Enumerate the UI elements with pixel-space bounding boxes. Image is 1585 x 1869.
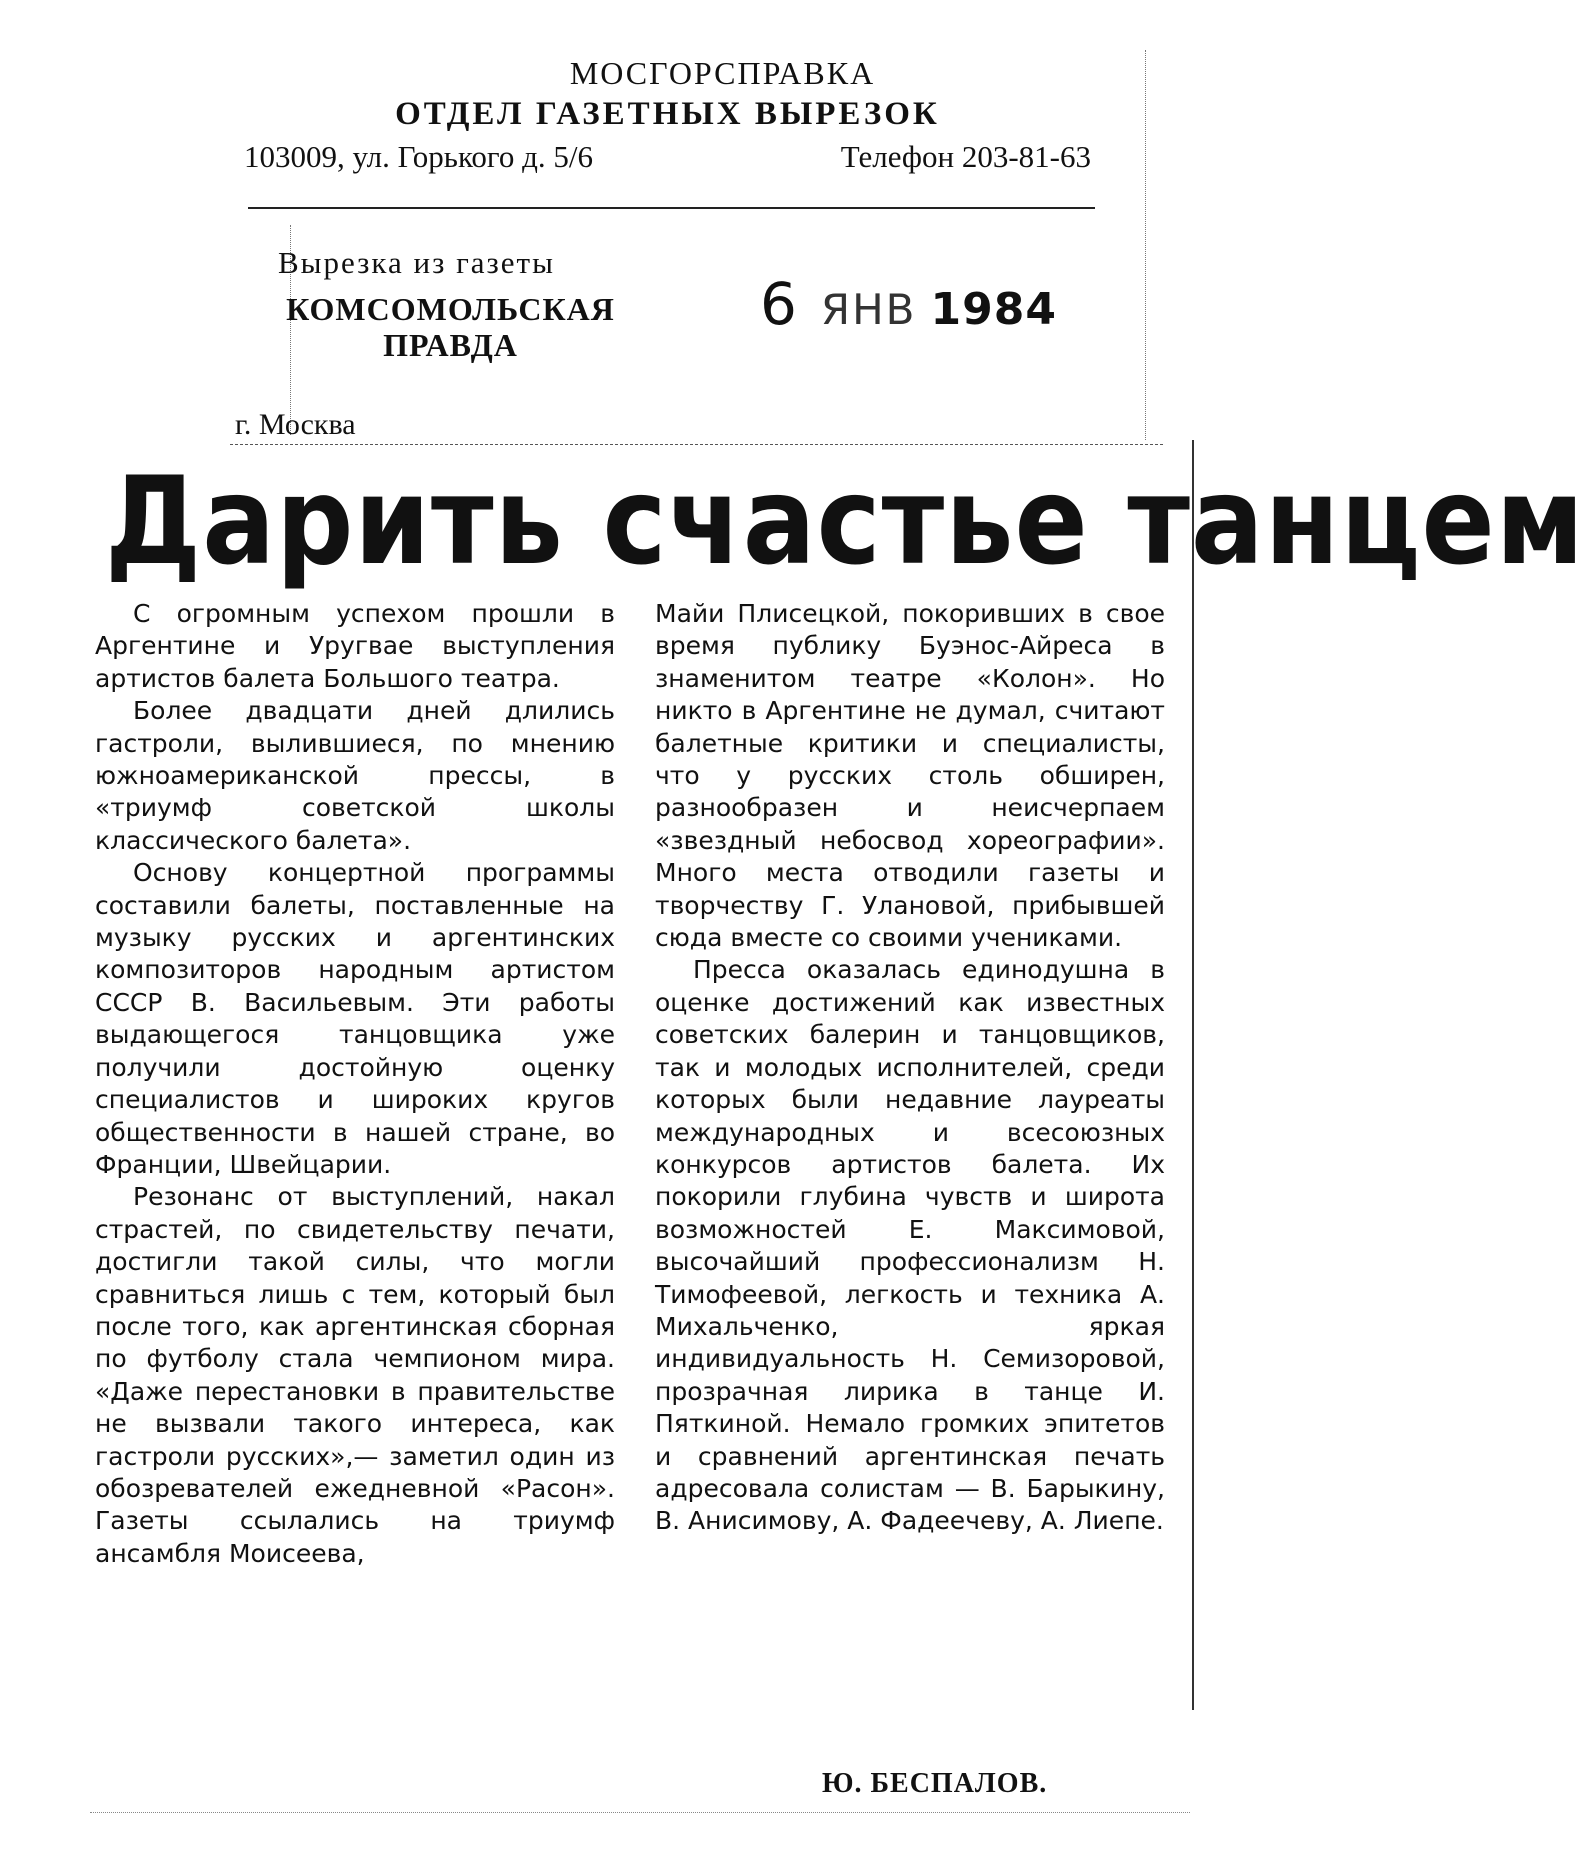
stamp-address: 103009, ул. Горького д. 5/6	[244, 139, 594, 174]
newspaper-name-line1: КОМСОМОЛЬСКАЯ	[286, 291, 615, 327]
frame-border-right-top	[1145, 50, 1146, 440]
article-paragraph-continued: Майи Плисецкой, покоривших в свое время публику Буэнос-Айреса в знаменитом театре «Колон». Но никто в Аргентине не думал, считают балетные критики и специалисты, что у русских столь обширен, разнообразен и неисчерпаем «звездный небосвод хореографии». Много места отводили газеты и творчеству Г. Улановой, прибывшей сюда вместе со своими учениками.	[655, 599, 1165, 953]
article-paragraph: Резонанс от выступлений, накал страстей, по свидетельству печати, достигли такой силы, что могли сравниться лишь с тем, который был после того, как аргентинская сборная по футболу стала чемпионом мира. «Даже перестановки в правительстве не вызвали такого интереса, как гастроли русских»,— заметил один из обозревателей ежедневной «Расон». Газеты ссылались на триумф ансамбля Моисеева,	[95, 1182, 615, 1568]
article-paragraph: Более двадцати дней длились гастроли, вылившиеся, по мнению южноамериканской прессы, в «триумф советской школы классического балета».	[95, 696, 615, 855]
stamp-phone: Телефон 203-81-63	[840, 139, 1091, 174]
article-signature: Ю. БЕСПАЛОВ.	[822, 1768, 1048, 1799]
date-month: ЯНВ	[820, 285, 917, 334]
clipping-service-stamp	[240, 55, 1095, 175]
stamp-divider	[248, 207, 1095, 209]
article-paragraph: Пресса оказалась единодушна в оценке достижений как известных советских балерин и танцовщиков, так и молодых исполнителей, среди которых были недавние лауреаты международных и всесоюзных конкурсов артистов балета. Их покорили глубина чувств и широта возможностей Е. Максимовой, высочайший профессионализм Н. Тимофеевой, легкость и техника А. Михальченко, яркая индивидуальность Н. Семизоровой, прозрачная лирика в танце И. Пяткиной. Немало громких эпитетов и сравнений аргентинская печать адресовала солистам — В. Барыкину, В. Анисимову, А. Фадеечеву, А. Лиепе.	[655, 955, 1165, 1536]
article-column-1	[95, 598, 615, 1570]
stamp-org: МОСГОРСПРАВКА	[569, 55, 876, 91]
date-year: 1984	[930, 284, 1057, 335]
stamp-contacts	[240, 139, 1095, 175]
newspaper-name-line2: ПРАВДА	[383, 327, 518, 363]
frame-border-right	[1192, 440, 1194, 1710]
stamp-department: ОТДЕЛ ГАЗЕТНЫХ ВЫРЕЗОК	[395, 96, 940, 132]
source-city: г. Москва	[235, 408, 356, 441]
source-block	[278, 245, 623, 363]
city-divider	[230, 444, 1163, 445]
source-label: Вырезка из газеты	[278, 245, 555, 280]
newspaper-name	[278, 291, 623, 363]
article-paragraph: С огромным успехом прошли в Аргентине и Уругвае выступления артистов балета Большого театра.	[95, 599, 615, 693]
clipping-bottom-edge	[90, 1812, 1190, 1813]
article-headline: Дарить счастье танцем	[105, 452, 1585, 592]
date-stamp	[760, 270, 1057, 338]
date-day: 6	[760, 270, 807, 338]
article-column-2	[655, 598, 1165, 1538]
article-paragraph: Основу концертной программы составили балеты, поставленные на музыку русских и аргентинских композиторов народным артистом СССР В. Васильевым. Эти работы выдающегося танцовщика уже получили достойную оценку специалистов и широких кругов общественности в нашей стране, во Франции, Швейцарии.	[95, 858, 615, 1179]
